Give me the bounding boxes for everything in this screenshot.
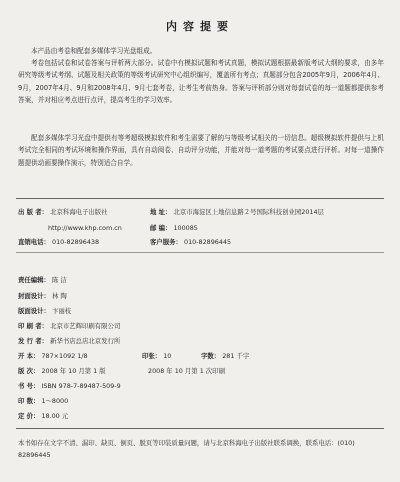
words-value: 281 千字: [222, 352, 250, 360]
intro-paragraph-2: 考卷包括试卷和试卷答案与评析两大部分。试卷中有模拟试题和考试真题，模拟试题根据最新版考试大纲的要求，由多年研究等级考试考纲、试题及相关政策的等级考试研究中心组织编写，覆盖所有考点；真题部分包含2005年9月，2006年4月、9月，2007年4月、9月和2008年4月、9月七套考卷，让考生考前热身。答案与评析部分则对每套试卷的每一道题都提供参考答案，并对相应考点进行点评，提高考生的学习效率。: [18, 59, 384, 104]
credit-cover: [18, 292, 67, 301]
credit-label: 版面设计：: [18, 307, 50, 315]
credit-label: 责任编辑：: [18, 276, 50, 284]
printing-row: [148, 367, 225, 376]
distributor-value: 新华书店总店北京发行所: [50, 337, 121, 345]
quality-notice: 本书如存在文字不清、漏印、缺页、倒页、脱页等印装质量问题，请与北京科海电子出版社联系调换，联系电话：(010) 82896445: [18, 439, 355, 459]
credit-label: 封面设计：: [18, 292, 50, 300]
service-label: 客户服务：: [150, 238, 182, 246]
edition-label: 版 次：: [18, 367, 40, 375]
credit-value: 陈 洁: [52, 276, 67, 284]
intro-paragraph-1: 本产品由考卷和配套多媒体学习光盘组成。: [31, 47, 157, 55]
words-row: [201, 352, 249, 361]
phone-label: 直销电话：: [18, 238, 50, 246]
credit-value: 卞丽枝: [52, 307, 72, 315]
printer-row: [18, 322, 120, 331]
distributor-row: [18, 337, 120, 346]
postcode-value: 100085: [173, 224, 198, 232]
sheets-label: 印张：: [142, 352, 162, 360]
intro-paragraph-3: 配套多媒体学习光盘中提供有等考超级模拟软件和考生需要了解的与等级考试相关的一切信息。超级模拟软件提供与上机考试完全相同的考试环境和操作界面，具有自动阅卷、自动评分功能，并能对每一道考题的考试要点进行评析。对每一道操作题提供动画要操作演示，特别适合自学。: [18, 134, 384, 167]
phone-row: [18, 238, 99, 247]
copies-value: 1～8000: [41, 397, 69, 405]
edition-value: 2008 年 10 月第 1 版: [41, 367, 106, 375]
publisher-label: 出 版 者：: [18, 208, 49, 216]
postcode-label: 邮 编：: [150, 224, 172, 232]
address-row: [150, 208, 324, 217]
service-row: [150, 238, 231, 247]
service-value: 010-82896445: [184, 238, 232, 246]
isbn-value: ISBN 978-7-89487-509-9: [41, 382, 121, 390]
price-label: 定 价：: [18, 412, 40, 420]
url-row: [48, 224, 122, 233]
footer-divider: [16, 428, 384, 429]
credit-value: 林 陶: [52, 292, 67, 300]
postcode-row: [150, 224, 198, 233]
format-row: [18, 352, 88, 361]
format-label: 开 本：: [18, 352, 40, 360]
printer-value: 北京市艺辉印刷有限公司: [50, 322, 121, 330]
copies-label: 印 数：: [18, 397, 40, 405]
credit-layout: [18, 307, 71, 316]
phone-value: 010-82896438: [52, 238, 100, 246]
price-value: 18.00 元: [41, 412, 69, 420]
isbn-row: [18, 382, 121, 391]
distributor-label: 发 行 者：: [18, 337, 49, 345]
printing-value: 2008 年 10 月第 1 次印刷: [148, 367, 225, 375]
copies-row: [18, 397, 68, 406]
sheets-value: 10: [163, 352, 172, 360]
price-row: [18, 412, 68, 421]
section-divider: [16, 198, 384, 199]
sheets-row: [142, 352, 171, 361]
credit-editor: [18, 276, 67, 285]
address-label: 地 址：: [150, 208, 172, 216]
edition-row: [18, 367, 106, 376]
publisher-value: 北京科海电子出版社: [50, 208, 108, 216]
publisher-underline: [16, 252, 384, 253]
address-value: 北京市海淀区上地信息路２号国际科技创业园2014层: [173, 208, 324, 216]
publisher-row: [18, 208, 108, 217]
printer-label: 印 刷 者：: [18, 322, 49, 330]
publisher-url: http://www.khp.com.cn: [48, 224, 122, 232]
format-value: 787×1092 1/8: [41, 352, 88, 360]
page-title: 内容提要: [166, 20, 234, 33]
isbn-label: 书 号：: [18, 382, 40, 390]
words-label: 字数：: [201, 352, 221, 360]
